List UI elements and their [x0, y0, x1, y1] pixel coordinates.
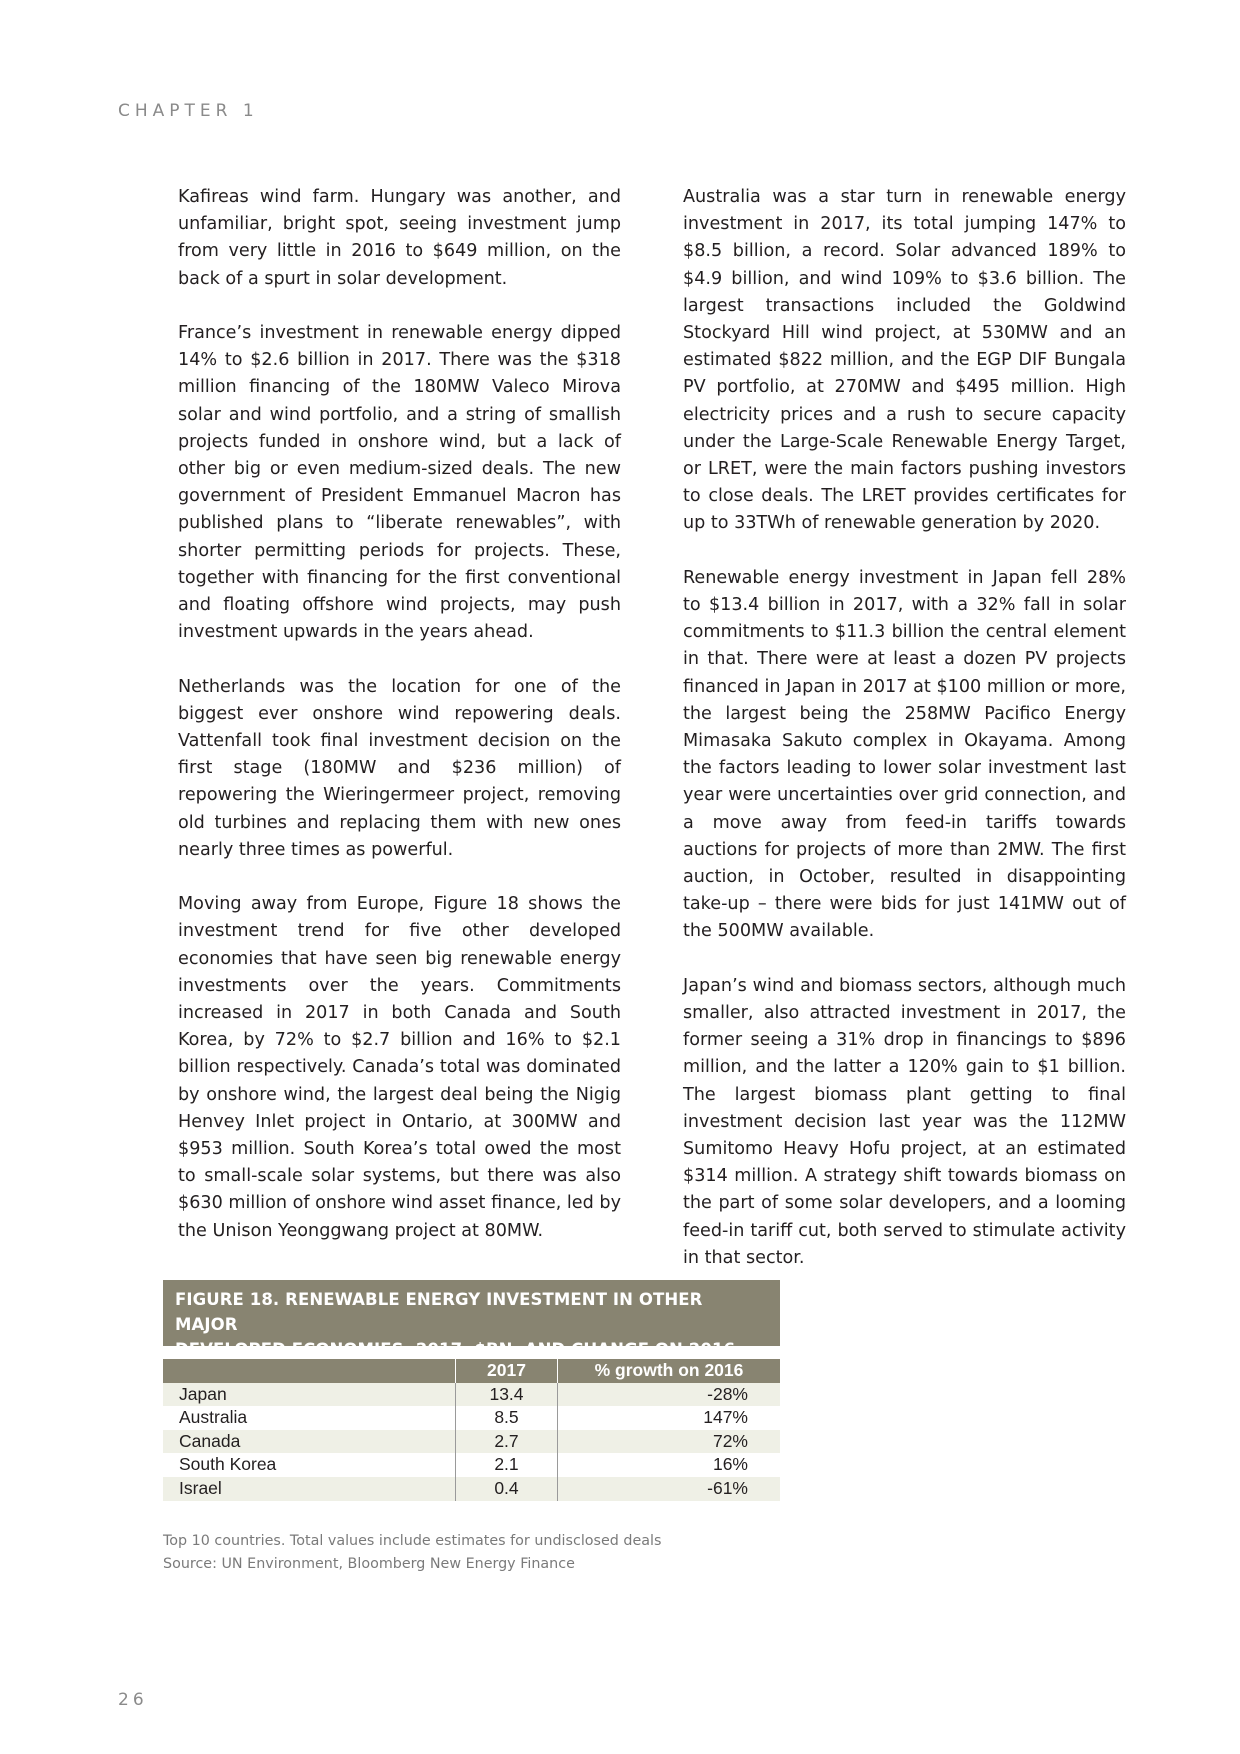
- cell-growth: -61%: [558, 1477, 781, 1501]
- figure-notes: [163, 1530, 661, 1576]
- cell-growth: 72%: [558, 1430, 781, 1454]
- cell-country: South Korea: [163, 1453, 456, 1477]
- right-text-column: [683, 184, 1126, 1272]
- table-row: [163, 1406, 780, 1430]
- figure-source: Source: UN Environment, Bloomberg New Energy Finance: [163, 1556, 575, 1572]
- investment-table: [163, 1359, 780, 1501]
- header-country: [163, 1359, 456, 1383]
- cell-country: Japan: [163, 1383, 456, 1407]
- page-number: 26: [118, 1690, 148, 1710]
- cell-country: Israel: [163, 1477, 456, 1501]
- table-row: [163, 1383, 780, 1407]
- figure-title: [163, 1280, 780, 1359]
- cell-value: 13.4: [456, 1383, 558, 1407]
- cell-growth: 16%: [558, 1453, 781, 1477]
- cell-value: 8.5: [456, 1406, 558, 1430]
- cell-growth: -28%: [558, 1383, 781, 1407]
- cell-country: Australia: [163, 1406, 456, 1430]
- table-header-row: [163, 1359, 780, 1383]
- header-growth: % growth on 2016: [558, 1359, 781, 1383]
- cell-value: 2.7: [456, 1430, 558, 1454]
- figure-title-line: DEVELOPED ECONOMIES, 2017, $BN, AND CHANGE ON 2016,: [175, 1340, 742, 1359]
- cell-growth: 147%: [558, 1406, 781, 1430]
- paragraph: France’s investment in renewable energy dipped 14% to $2.6 billion in 2017. There was the $318 million financing of the 180MW Valeco Mirova solar and wind portfolio, and a string of smallish projects funded in onshore wind, but a lack of other big or even medium-sized deals. The new government of President Emmanuel Macron has published plans to “liberate renewables”, with shorter permitting periods for projects. These, together with financing for the first conventional and floating offshore wind projects, may push investment upwards in the years ahead.: [178, 323, 621, 643]
- chapter-label: CHAPTER 1: [118, 101, 259, 121]
- figure-note: Top 10 countries. Total values include estimates for undisclosed deals: [163, 1533, 662, 1549]
- header-2017: 2017: [456, 1359, 558, 1383]
- paragraph: Netherlands was the location for one of the biggest ever onshore wind repowering deals. Vattenfall took final investment decision on the first stage (180MW and $236 million) of repowering the Wieringermeer project, removing old turbines and replacing them with new ones nearly three times as powerful.: [178, 676, 621, 860]
- table-row: [163, 1477, 780, 1501]
- table-row: [163, 1453, 780, 1477]
- paragraph: Kafireas wind farm. Hungary was another, and unfamiliar, bright spot, seeing investment jump from very little in 2016 to $649 million, on the back of a spurt in solar development.: [178, 187, 621, 289]
- cell-value: 0.4: [456, 1477, 558, 1501]
- cell-value: 2.1: [456, 1453, 558, 1477]
- paragraph: Moving away from Europe, Figure 18 shows the investment trend for five other developed economies that have seen big renewable energy investments over the years. Commitments increased in 2017 in both Canada and South Korea, by 72% to $2.7 billion and 16% to $2.1 billion respectively. Canada’s total was dominated by onshore wind, the largest deal being the Nigig Henvey Inlet project in Ontario, at 300MW and $953 million. South Korea’s total owed the most to small-scale solar systems, but there was also $630 million of onshore wind asset finance, led by the Unison Yeonggwang project at 80MW.: [178, 894, 621, 1241]
- figure-title-line: FIGURE 18. RENEWABLE ENERGY INVESTMENT IN OTHER MAJOR: [175, 1290, 703, 1334]
- left-text-column: [178, 184, 621, 1245]
- table-row: [163, 1430, 780, 1454]
- cell-country: Canada: [163, 1430, 456, 1454]
- paragraph: Australia was a star turn in renewable energy investment in 2017, its total jumping 147% to $8.5 billion, a record. Solar advanced 189% to $4.9 billion, and wind 109% to $3.6 billion. The largest transactions included the Goldwind Stockyard Hill wind project, at 530MW and an estimated $822 million, and the EGP DIF Bungala PV portfolio, at 270MW and $495 million. High electricity prices and a rush to secure capacity under the Large-Scale Renewable Energy Target, or LRET, were the main factors pushing investors to close deals. The LRET provides certificates for up to 33TWh of renewable generation by 2020.: [683, 187, 1126, 534]
- paragraph: Japan’s wind and biomass sectors, although much smaller, also attracted investment in 2017, the former seeing a 31% drop in financings to $896 million, and the latter a 120% gain to $1 billion. The largest biomass plant getting to final investment decision last year was the 112MW Sumitomo Heavy Hofu project, at an estimated $314 million. A strategy shift towards biomass on the part of some solar developers, and a looming feed-in tariff cut, both served to stimulate activity in that sector.: [683, 975, 1126, 1268]
- paragraph: Renewable energy investment in Japan fell 28% to $13.4 billion in 2017, with a 32% fall in solar commitments to $11.3 billion the central element in that. There were at least a dozen PV projects financed in Japan in 2017 at $100 million or more, the largest being the 258MW Pacifico Energy Mimasaka Sakuto complex in Okayama. Among the factors leading to lower solar investment last year were uncertainties over grid connection, and a move away from feed-in tariffs towards auctions for projects of more than 2MW. The first auction, in October, resulted in disappointing take-up – there were bids for just 141MW out of the 500MW available.: [683, 567, 1126, 942]
